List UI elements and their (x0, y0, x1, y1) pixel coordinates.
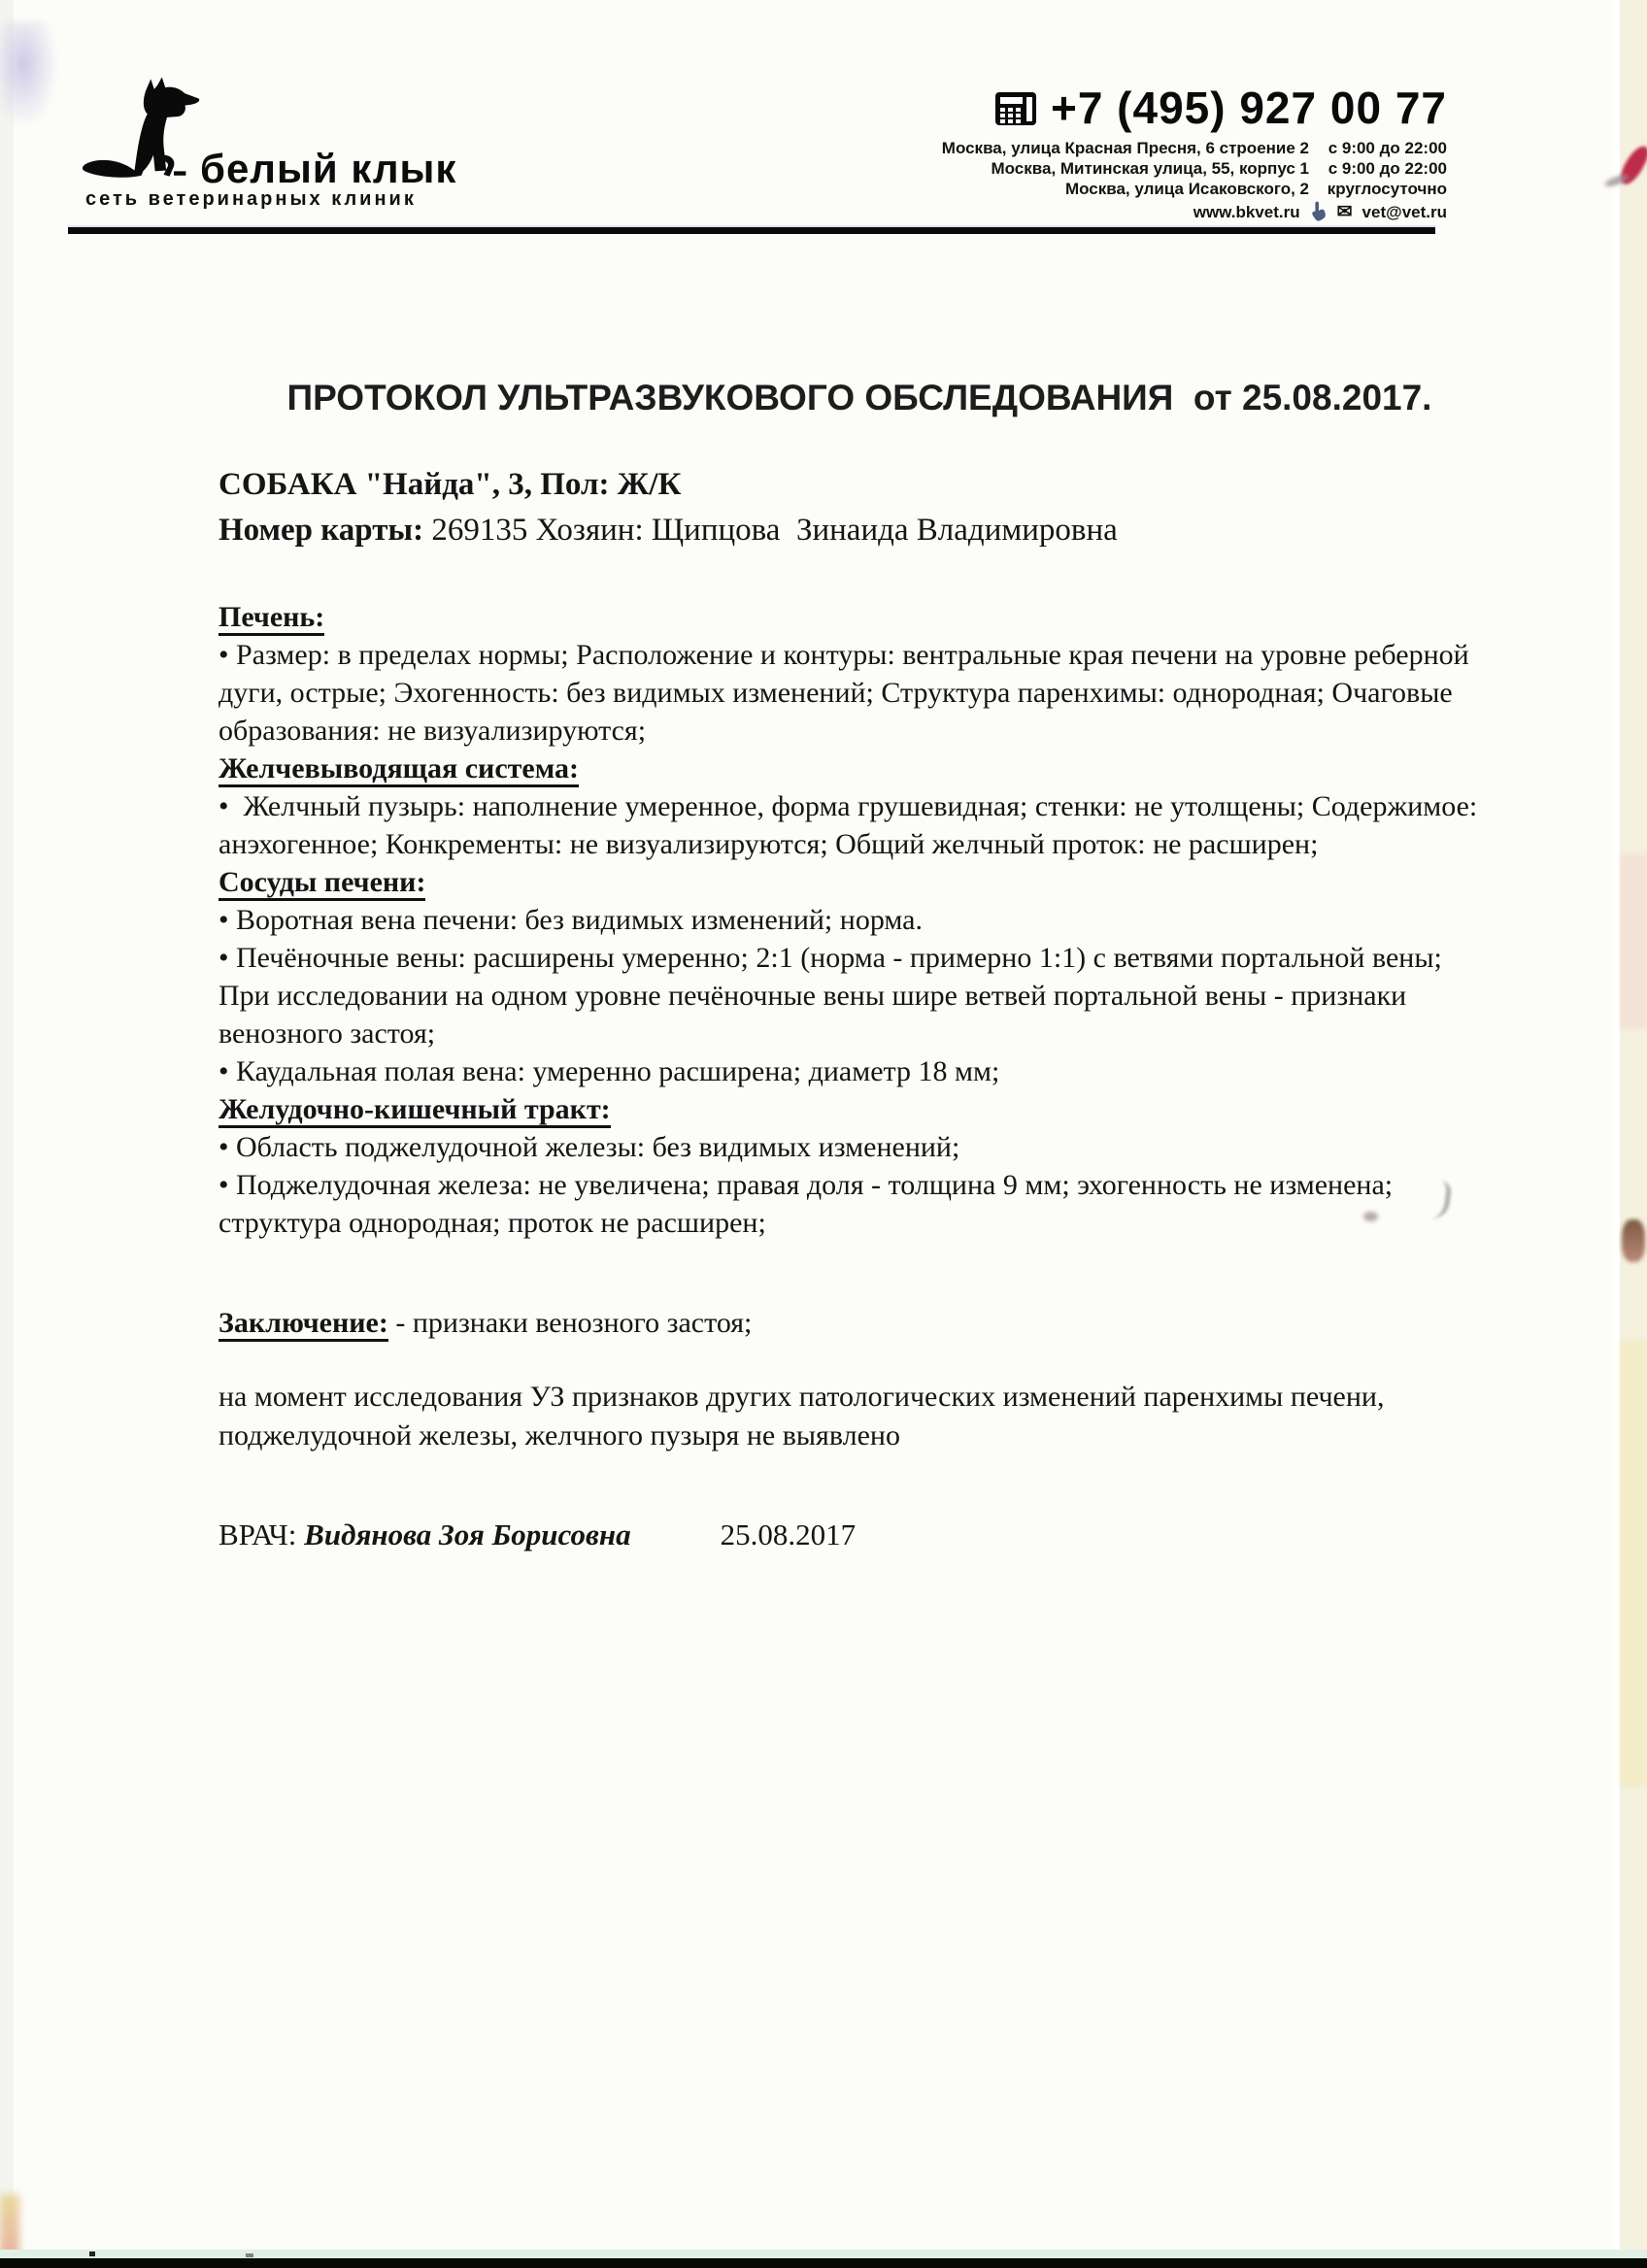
patient-info (218, 462, 1500, 553)
scanner-bottom-green-strip (0, 2250, 1647, 2258)
scan-left-edge-shadow (0, 0, 14, 2268)
doctor-line (218, 1516, 1500, 1554)
scan-yellow-band (1620, 1340, 1647, 1786)
section-paragraph: • Печёночные вены: расширены умеренно; 2:1 (норма - примерно 1:1) с ветвями портальной вены; При исследовании на одном уровне печёночные вены шире ветвей портальной вены - признаки венозного застоя; (218, 942, 1450, 1050)
doctor-name: Видянова Зоя Борисовна (304, 1518, 631, 1551)
section-paragraph: • Желчный пузырь: наполнение умеренное, форма грушевидная; стенки: не утолщены; Содержимое: анэхогенное; Конкременты: не визуализируются; Общий желчный проток: не расширен; (218, 790, 1485, 860)
card-number-label: Номер карты: (218, 513, 424, 548)
scanner-bottom-black-strip (0, 2258, 1647, 2268)
scan-smudge-bottom-left (0, 2194, 19, 2262)
section-paragraph: • Размер: в пределах нормы; Расположение и контуры: вентральные края печени на уровне реберной дуги, острые; Эхогенность: без видимых изменений; Структура паренхимы: однородная; Очаговые образования: не визуализируются; (218, 639, 1477, 747)
scan-bottom-dot (246, 2253, 253, 2257)
section-heading-biliary: Желчевыводящая система: (218, 750, 1500, 787)
summary-paragraph: на момент исследования УЗ признаков других патологических изменений паренхимы печени, поджелудочной железы, желчного пузыря не выявлено (218, 1381, 1392, 1451)
scan-bottom-dot (89, 2251, 95, 2256)
section-heading-gi-tract: Желудочно-кишечный тракт: (218, 1090, 1500, 1128)
protocol-document (218, 0, 1500, 1554)
section-paragraph: • Поджелудочная железа: не увеличена; правая доля - толщина 9 мм; эхогенность не изменена; структура однородная; проток не расширен; (218, 1169, 1400, 1239)
card-number-value: 269135 (423, 513, 536, 548)
scan-paper-edge-line (1612, 0, 1620, 2268)
protocol-title: ПРОТОКОЛ УЛЬТРАЗВУКОВОГО ОБСЛЕДОВАНИЯ от 25.08.2017. (286, 378, 1432, 417)
address-text: Москва, улица Красная Пресня, 6 строение 2 (941, 139, 1309, 157)
scan-brown-mark (1622, 1219, 1645, 1262)
dog-logo-icon (82, 72, 210, 190)
section-heading-liver: Печень: (218, 598, 1500, 636)
card-owner-line (218, 508, 1500, 553)
email-address: vet@vet.ru (1361, 202, 1447, 221)
protocol-date: 25.08.2017 (720, 1518, 857, 1551)
patient-line: СОБАКА "Найда", 3, Пол: Ж/К (218, 467, 682, 502)
section-paragraph: • Воротная вена печени: без видимых изменений; норма. (218, 904, 923, 936)
phone-number: +7 (495) 927 00 77 (1050, 83, 1447, 133)
findings (218, 598, 1500, 1242)
section-paragraph: • Область поджелудочной железы: без видимых изменений; (218, 1131, 960, 1163)
website-url: www.bkvet.ru (1193, 202, 1300, 221)
scan-right-paper-edge (1620, 0, 1647, 2268)
clinic-name: белый клык (200, 146, 457, 191)
scan-pink-band (1620, 854, 1647, 1029)
conclusion-text: - признаки венозного застоя; (387, 1307, 753, 1339)
owner-name: Хозяин: Щипцова Зинаида Владимировна (535, 513, 1118, 548)
clinic-tagline: сеть ветеринарных клиник (85, 188, 417, 210)
address-hours: круглосуточно (1327, 180, 1447, 198)
doctor-label: ВРАЧ: (218, 1518, 305, 1551)
address-hours: с 9:00 до 22:00 (1328, 139, 1447, 157)
address-text: Москва, Митинская улица, 55, корпус 1 (991, 159, 1309, 178)
envelope-icon: ✉ (1336, 201, 1353, 222)
conclusion-line (218, 1304, 1500, 1343)
address-hours: с 9:00 до 22:00 (1328, 159, 1447, 178)
section-heading-liver-vessels: Сосуды печени: (218, 863, 1500, 901)
conclusion-label: Заключение: (218, 1307, 388, 1342)
section-paragraph: • Каудальная полая вена: умеренно расширена; диаметр 18 мм; (218, 1055, 1000, 1087)
address-text: Москва, улица Исаковского, 2 (1064, 180, 1309, 198)
